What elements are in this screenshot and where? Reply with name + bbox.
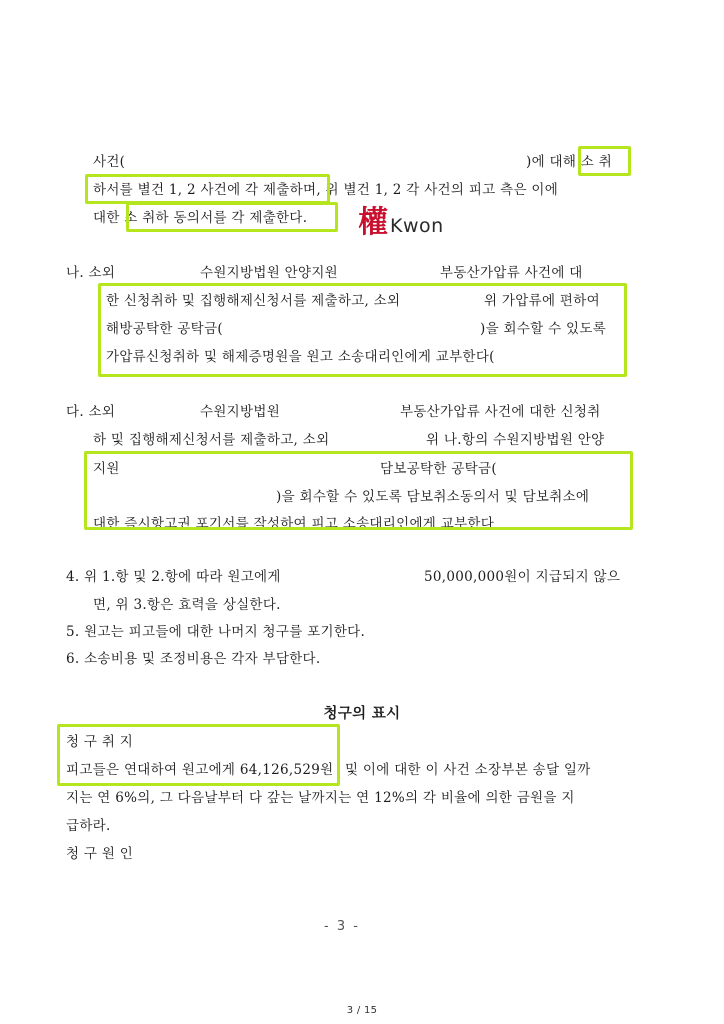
- highlight-box-consent: [126, 202, 338, 232]
- item6: 6. 소송비용 및 조정비용은 각자 부담한다.: [66, 651, 321, 667]
- da-line2-end: 위 나.항의 수원지방법원 안양: [426, 432, 605, 448]
- claim-line2: 지는 연 6%의, 그 다음날부터 다 갚는 날까지는 연 12%의 각 비율에 의한 금원을 지: [66, 790, 575, 806]
- highlight-box-na-paragraph: [98, 283, 627, 377]
- kwon-stamp-logo: [358, 205, 444, 241]
- da-line3-start: 지원: [93, 461, 120, 477]
- na-line1-start: 나. 소외: [66, 265, 116, 281]
- claim-line1-start: 피고들은 연대하여 원고에게 64,126,529원: [66, 762, 334, 778]
- highlight-box-da-paragraph: [84, 451, 633, 530]
- da-line1-court: 수원지방법원: [200, 404, 281, 420]
- sec3-line1-start: 사건(: [93, 154, 126, 170]
- claim-cause-label: 청 구 원 인: [66, 846, 134, 862]
- sec3-line2: 하서를 별건 1, 2 사건에 각 제출하며, 위 별건 1, 2 각 사건의 피고 측은 이에: [93, 182, 559, 198]
- na-line4: 가압류신청취하 및 해제증명원을 원고 소송대리인에게 교부한다(: [106, 349, 495, 365]
- da-line5: 대한 즉시항고권 포기서를 작성하여 피고 소송대리인에게 교부한다: [93, 516, 495, 532]
- kwon-logo-text: Kwon: [390, 215, 444, 237]
- na-line3-end: )을 회수할 수 있도록: [480, 321, 607, 337]
- da-line1-end: 부동산가압류 사건에 대한 신청취: [400, 404, 601, 420]
- sec3-line1-end: )에 대해 소 취: [526, 154, 613, 170]
- page-number-mark: - 3 -: [324, 919, 360, 934]
- sec3-line3: 대한 소 취하 동의서를 각 제출한다.: [93, 210, 308, 226]
- da-line4: )을 회수할 수 있도록 담보취소동의서 및 담보취소에: [276, 489, 590, 505]
- page-count: 3 / 15: [346, 1005, 378, 1016]
- na-line1-court: 수원지방법원 안양지원: [200, 265, 339, 281]
- na-line2-end: 위 가압류에 편하여: [484, 293, 600, 309]
- da-line1-start: 다. 소외: [66, 404, 116, 420]
- na-line2-start: 한 신청취하 및 집행해제신청서를 제출하고, 소외: [106, 293, 401, 309]
- item5: 5. 원고는 피고들에 대한 나머지 청구를 포기한다.: [66, 624, 366, 640]
- da-line2-start: 하 및 집행해제신청서를 제출하고, 소외: [93, 432, 330, 448]
- claim-purpose-label: 청 구 취 지: [66, 734, 134, 750]
- item4-line1-start: 4. 위 1.항 및 2.항에 따라 원고에게: [66, 569, 281, 585]
- claim-line3: 급하라.: [66, 818, 111, 834]
- highlight-box-claim-amount: [57, 724, 340, 786]
- highlight-box-withdrawal-filed: [85, 174, 330, 204]
- na-line1-end: 부동산가압류 사건에 대: [440, 265, 583, 281]
- item4-line2: 면, 위 3.항은 효력을 상실한다.: [93, 597, 281, 613]
- claim-line1-end: 및 이에 대한 이 사건 소장부본 송달 일까: [345, 762, 591, 778]
- kwon-seal-character: 權: [358, 205, 388, 240]
- highlight-box-so-chwi: [578, 146, 631, 176]
- na-line3-start: 해방공탁한 공탁금(: [106, 321, 223, 337]
- claim-heading: 청구의 표시: [323, 705, 401, 722]
- da-line3-end: 담보공탁한 공탁금(: [380, 461, 497, 477]
- item4-line1-end: 50,000,000원이 지급되지 않으: [424, 569, 621, 585]
